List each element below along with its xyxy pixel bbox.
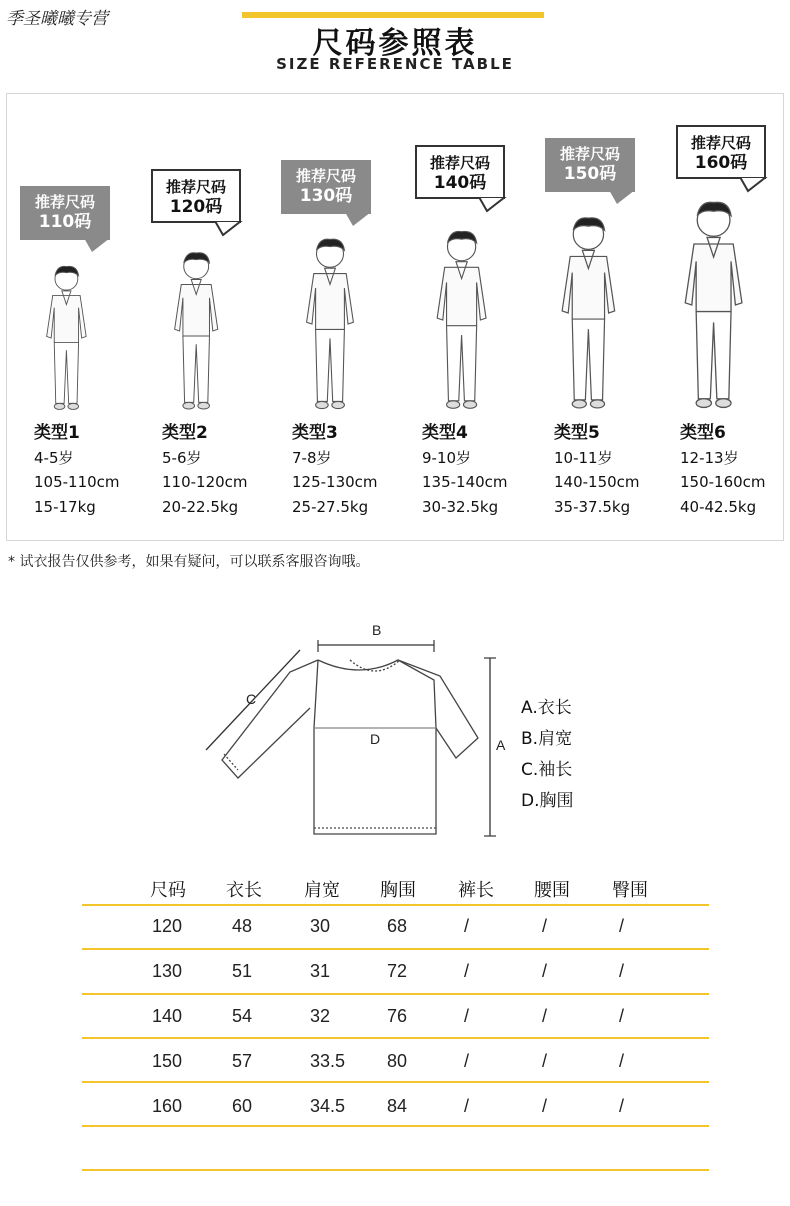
child-height: 135-140cm <box>422 473 508 491</box>
child-type: 类型3 <box>292 423 338 443</box>
bubble-size: 120码 <box>169 197 223 217</box>
bubble-label: 推荐尺码 <box>34 193 95 211</box>
recommended-size-bubble <box>415 145 505 199</box>
child-weight: 35-37.5kg <box>554 497 631 516</box>
table-cell: 34.5 <box>310 1096 346 1116</box>
legend-item: D.胸围 <box>521 791 574 811</box>
table-cell: 32 <box>310 1006 331 1026</box>
table-header-cell: 肩宽 <box>304 880 340 901</box>
child-height: 105-110cm <box>34 473 120 491</box>
table-cell: / <box>619 1096 625 1116</box>
page-subtitle: SIZE REFERENCE TABLE <box>276 55 514 73</box>
table-cell: 31 <box>310 961 331 981</box>
table-cell: 120 <box>152 916 183 936</box>
table-cell: / <box>619 1006 625 1026</box>
table-cell: 76 <box>387 1006 408 1026</box>
bubble-tail <box>213 221 243 237</box>
child-weight: 30-32.5kg <box>422 497 499 516</box>
child-height: 110-120cm <box>162 473 248 491</box>
bubble-tail <box>477 197 507 213</box>
table-header-cell: 臀围 <box>612 880 648 901</box>
shirt-body <box>314 660 436 834</box>
table-cell: / <box>464 961 470 981</box>
child-type: 类型6 <box>680 423 726 443</box>
child-weight: 25-27.5kg <box>292 497 369 516</box>
bubble-size: 110码 <box>38 212 92 232</box>
child-height: 125-130cm <box>292 473 378 491</box>
table-row-divider <box>82 993 709 995</box>
table-row-divider <box>82 1125 709 1127</box>
size-reference-panel <box>6 93 784 541</box>
table-cell: 68 <box>387 916 408 936</box>
child-figure <box>163 248 229 414</box>
child-age: 7-8岁 <box>292 448 332 467</box>
table-header-cell: 腰围 <box>534 880 570 901</box>
child-figure <box>294 234 366 414</box>
label-b: B <box>372 622 382 638</box>
table-cell: / <box>619 961 625 981</box>
shirt-measurement-diagram <box>190 610 520 850</box>
child-age: 9-10岁 <box>422 448 472 467</box>
label-a: A <box>496 737 506 753</box>
recommended-size-bubble <box>151 169 241 223</box>
bubble-tail <box>738 177 768 193</box>
label-c: C <box>246 691 257 707</box>
child-type: 类型1 <box>34 423 80 443</box>
table-cell: / <box>542 916 548 936</box>
table-header-cell: 衣长 <box>226 880 262 901</box>
child-weight: 15-17kg <box>34 497 96 516</box>
table-cell: 30 <box>310 916 331 936</box>
table-header-cell: 胸围 <box>380 880 416 901</box>
table-cell: / <box>464 916 470 936</box>
child-height: 140-150cm <box>554 473 640 491</box>
bubble-label: 推荐尺码 <box>429 154 490 172</box>
table-cell: / <box>619 1051 625 1071</box>
child-weight: 20-22.5kg <box>162 497 239 516</box>
table-cell: 54 <box>232 1006 253 1026</box>
bubble-label: 推荐尺码 <box>295 167 356 185</box>
child-age: 4-5岁 <box>34 448 74 467</box>
table-cell: 57 <box>232 1051 253 1071</box>
label-d: D <box>370 731 381 747</box>
legend-item: C.袖长 <box>521 760 573 780</box>
child-weight: 40-42.5kg <box>680 497 757 516</box>
shirt-right-sleeve <box>398 660 478 758</box>
child-figure <box>36 262 97 414</box>
recommended-size-bubble <box>281 160 371 214</box>
legend-item: A.衣长 <box>521 698 572 718</box>
table-row-divider <box>82 1037 709 1039</box>
recommended-size-bubble <box>20 186 110 240</box>
bubble-size: 130码 <box>299 186 353 206</box>
table-cell: 84 <box>387 1096 408 1116</box>
table-cell: 72 <box>387 961 408 981</box>
child-age: 12-13岁 <box>680 448 739 467</box>
shirt-left-sleeve <box>222 660 318 778</box>
child-type: 类型5 <box>554 423 600 443</box>
child-height: 150-160cm <box>680 473 766 491</box>
table-cell: 33.5 <box>310 1051 346 1071</box>
page-title: 尺码参照表 <box>312 26 478 61</box>
fitting-note: * 试衣报告仅供参考，如果有疑问，可以联系客服咨询哦。 <box>8 554 370 570</box>
legend-item: B.肩宽 <box>521 729 573 749</box>
bubble-tail <box>82 238 112 254</box>
table-row-divider <box>82 1081 709 1083</box>
child-figure <box>424 226 499 414</box>
measurement-legend <box>521 693 574 817</box>
table-cell: / <box>542 1051 548 1071</box>
child-figure <box>548 212 629 414</box>
child-age: 5-6岁 <box>162 448 202 467</box>
child-figure <box>670 196 757 414</box>
table-cell: / <box>619 916 625 936</box>
child-type: 类型2 <box>162 423 208 443</box>
table-cell: 48 <box>232 916 253 936</box>
child-type-info <box>680 421 766 519</box>
table-header-cell: 裤长 <box>458 880 494 901</box>
bubble-tail <box>343 212 373 228</box>
table-cell: / <box>464 1096 470 1116</box>
bubble-size: 160码 <box>694 153 748 173</box>
child-type-info <box>422 421 508 519</box>
bubble-tail <box>607 190 637 206</box>
bubble-size: 140码 <box>433 173 487 193</box>
table-cell: 130 <box>152 961 183 981</box>
shop-name: 季圣曦曦专营 <box>6 9 108 29</box>
child-age: 10-11岁 <box>554 448 613 467</box>
table-cell: / <box>464 1006 470 1026</box>
table-cell: / <box>542 1096 548 1116</box>
table-cell: 60 <box>232 1096 253 1116</box>
bubble-label: 推荐尺码 <box>690 134 751 152</box>
table-row-divider <box>82 1169 709 1171</box>
table-cell: / <box>464 1051 470 1071</box>
table-header-cell: 尺码 <box>150 880 186 901</box>
table-row-divider <box>82 948 709 950</box>
table-cell: 80 <box>387 1051 408 1071</box>
bubble-label: 推荐尺码 <box>559 145 620 163</box>
child-type-info <box>162 421 248 519</box>
table-cell: / <box>542 961 548 981</box>
recommended-size-bubble <box>545 138 635 192</box>
child-type-info <box>554 421 640 519</box>
table-cell: 140 <box>152 1006 183 1026</box>
table-cell: 51 <box>232 961 253 981</box>
table-row-divider <box>82 904 709 906</box>
child-type-info <box>292 421 378 519</box>
bubble-size: 150码 <box>563 164 617 184</box>
bubble-label: 推荐尺码 <box>165 178 226 196</box>
table-cell: / <box>542 1006 548 1026</box>
table-cell: 150 <box>152 1051 183 1071</box>
child-type-info <box>34 421 120 519</box>
child-type: 类型4 <box>422 423 468 443</box>
table-cell: 160 <box>152 1096 183 1116</box>
recommended-size-bubble <box>676 125 766 179</box>
